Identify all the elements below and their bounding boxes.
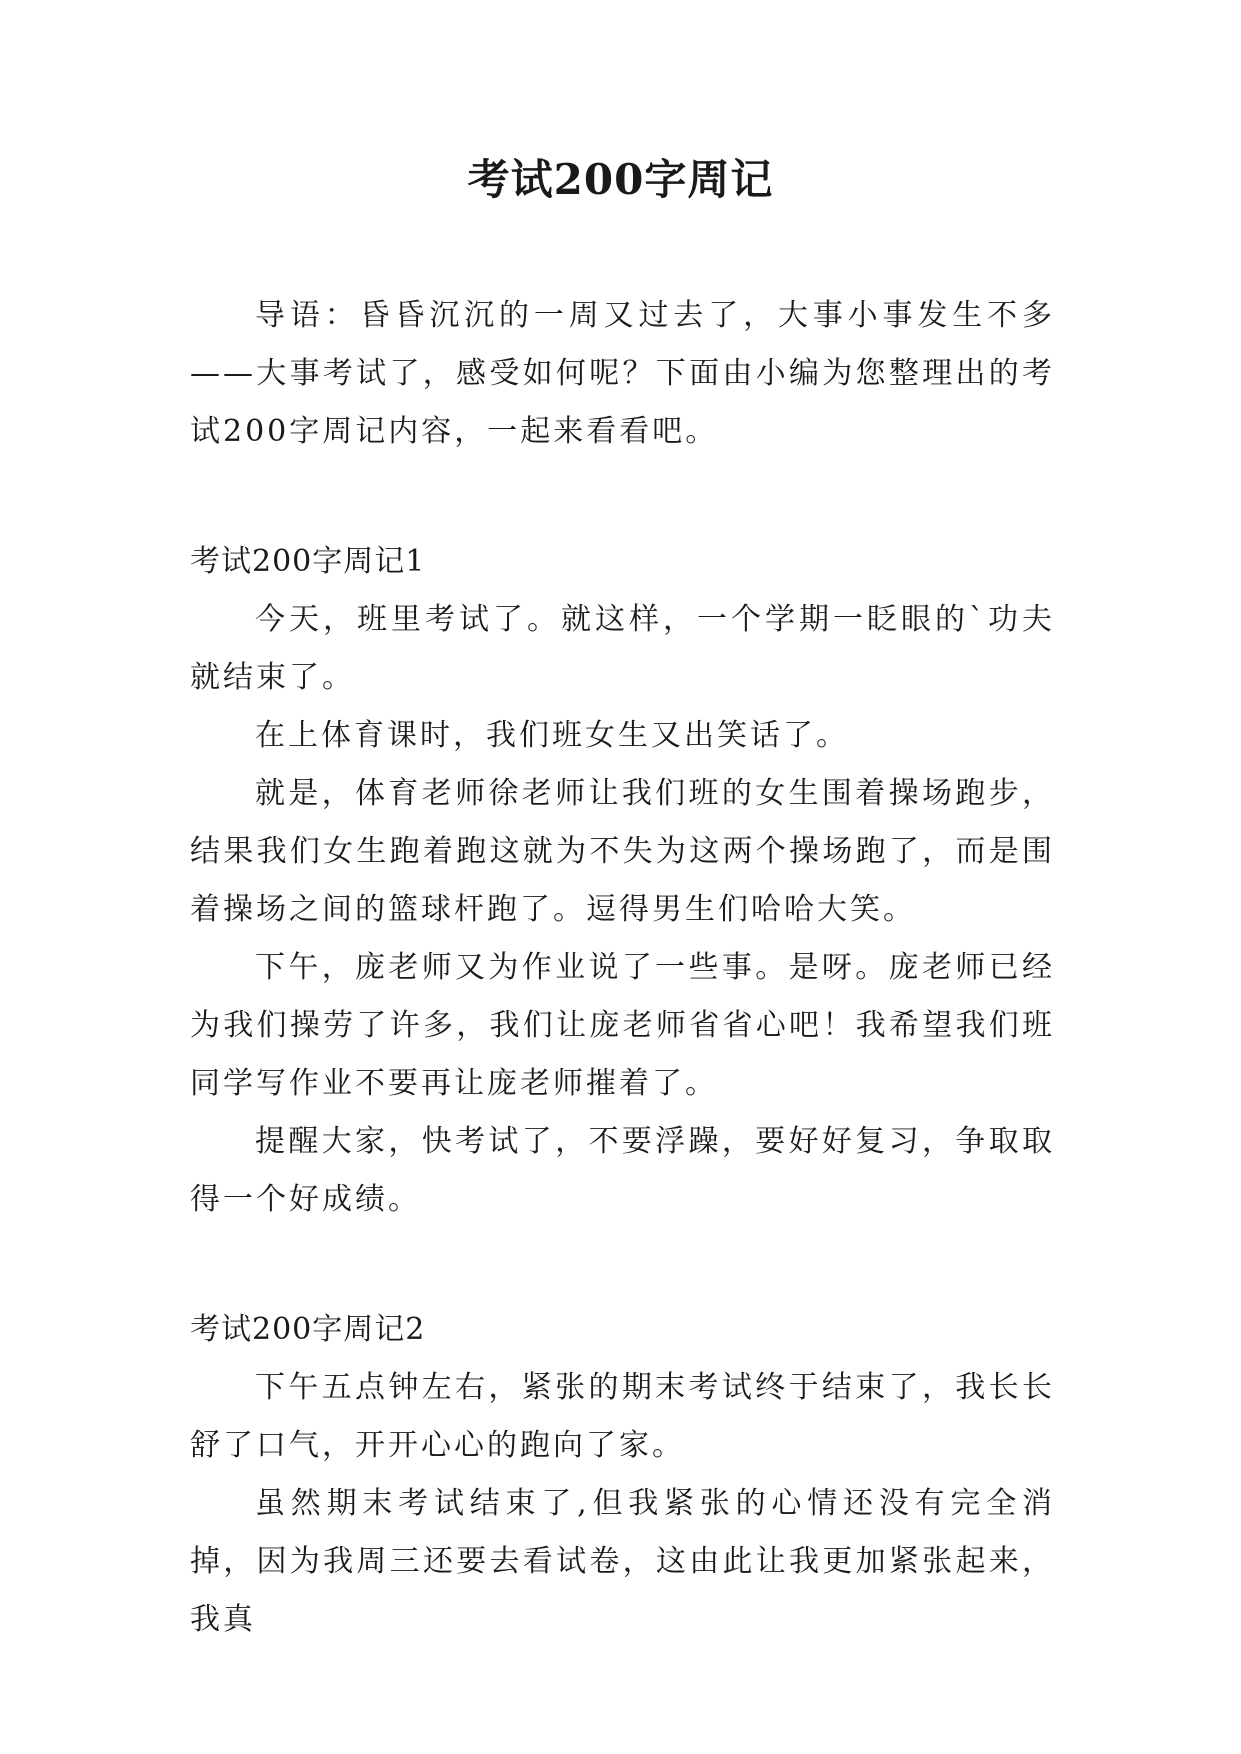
paragraph: 虽然期末考试结束了,但我紧张的心情还没有完全消掉，因为我周三还要去看试卷，这由此让我更加紧张起来，我真 — [190, 1486, 1055, 1637]
paragraph: 下午，庞老师又为作业说了一些事。是呀。庞老师已经为我们操劳了许多，我们让庞老师省省心吧！我希望我们班同学写作业不要再让庞老师摧着了。 — [190, 950, 1055, 1101]
document-body — [190, 287, 1055, 1649]
paragraph: 就是，体育老师徐老师让我们班的女生围着操场跑步，结果我们女生跑着跑这就为不失为这两个操场跑了，而是围着操场之间的篮球杆跑了。逗得男生们哈哈大笑。 — [190, 776, 1055, 927]
section-2 — [190, 1301, 1055, 1649]
page-title: 考试200字周记 — [467, 155, 774, 204]
paragraph: 在上体育课时，我们班女生又出笑话了。 — [255, 718, 849, 753]
paragraph: 提醒大家，快考试了，不要浮躁，要好好复习，争取取得一个好成绩。 — [190, 1124, 1055, 1217]
section-heading: 考试200字周记1 — [190, 544, 426, 579]
paragraph: 今天，班里考试了。就这样，一个学期一眨眼的`功夫就结束了。 — [190, 602, 1055, 695]
spacer — [190, 461, 1055, 533]
section-heading: 考试200字周记2 — [190, 1312, 426, 1347]
spacer — [190, 1229, 1055, 1301]
paragraph: 下午五点钟左右，紧张的期末考试终于结束了，我长长舒了口气，开开心心的跑向了家。 — [190, 1370, 1055, 1463]
intro-paragraph: 导语：昏昏沉沉的一周又过去了，大事小事发生不多——大事考试了，感受如何呢？下面由小编为您整理出的考试200字周记内容，一起来看看吧。 — [190, 298, 1055, 449]
section-1 — [190, 533, 1055, 1229]
